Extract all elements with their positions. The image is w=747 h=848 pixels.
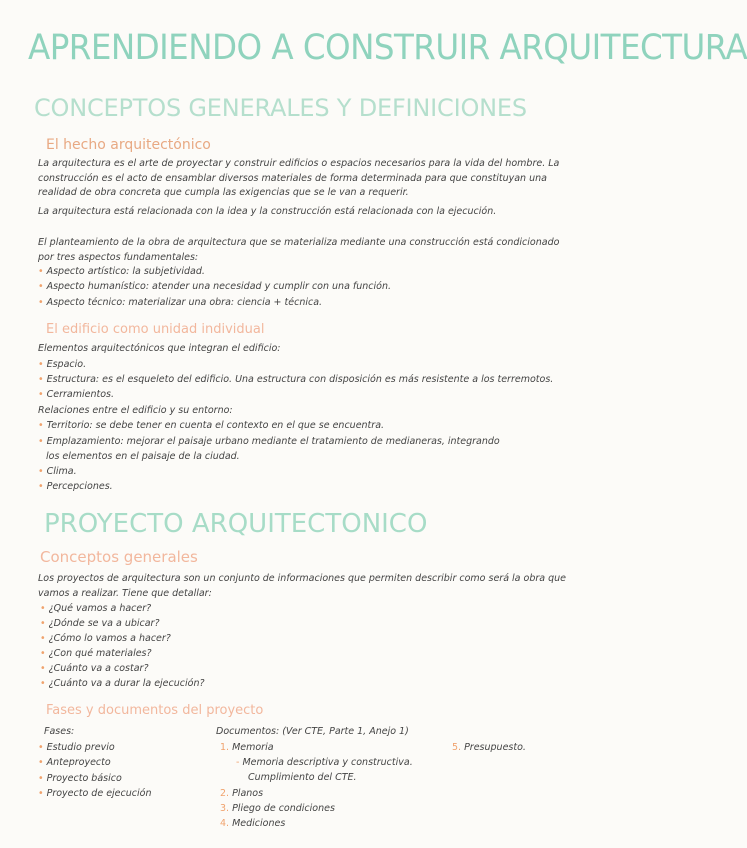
doc-item: 2. Planos <box>220 788 264 799</box>
bullet-icon: 5. <box>452 742 462 753</box>
section-heading-proyecto: PROYECTO ARQUITECTONICO <box>44 509 428 539</box>
paragraph-relacion: La arquitectura está relacionada con la idea y la construcción está relacionada con la ejecución. <box>38 206 497 217</box>
bullet-icon: • <box>38 420 44 431</box>
question-item: • ¿Cuánto va a durar la ejecución? <box>40 678 205 689</box>
bullet-icon: • <box>40 663 46 674</box>
doc-item: 3. Pliego de condiciones <box>220 803 335 814</box>
question-item: • ¿Dónde se va a ubicar? <box>40 618 160 629</box>
question-item: • ¿Cuánto va a costar? <box>40 663 149 674</box>
list-item-continuation: los elementos en el paisaje de la ciudad. <box>46 451 240 462</box>
list-item: • Territorio: se debe tener en cuenta el contexto en el que se encuentra. <box>38 420 385 431</box>
list-item: • Aspecto humanístico: atender una necesidad y cumplir con una función. <box>38 281 392 292</box>
bullet-icon: • <box>38 788 44 799</box>
doc-item: 1. Memoria <box>220 742 274 753</box>
subheading-edificio: El edificio como unidad individual <box>46 322 265 337</box>
bullet-icon: • <box>38 389 44 400</box>
list-item: • Clima. <box>38 466 77 477</box>
list-item: • Percepciones. <box>38 481 113 492</box>
bullet-icon: • <box>38 374 44 385</box>
list-item: • Emplazamiento: mejorar el paisaje urbano mediante el tratamiento de medianeras, integrando <box>38 436 500 447</box>
bullet-icon: 2. <box>220 788 230 799</box>
bullet-icon: • <box>38 297 44 308</box>
fase-item: • Proyecto básico <box>38 773 122 784</box>
paragraph-proyectos: Los proyectos de arquitectura son un conjunto de informaciones que permiten describir como será la obra que vamos a realizar. Tiene que detallar: <box>38 573 566 599</box>
bullet-icon: • <box>38 466 44 477</box>
docs-label: Documentos: (Ver CTE, Parte 1, Anejo 1) <box>216 726 409 737</box>
bullet-icon: • <box>40 678 46 689</box>
doc-item: 4. Mediciones <box>220 818 286 829</box>
bullet-icon: • <box>38 359 44 370</box>
bullet-icon: • <box>40 618 46 629</box>
subheading-conceptos: Conceptos generales <box>40 548 198 566</box>
edificio-intro: Elementos arquitectónicos que integran el edificio: <box>38 343 281 354</box>
bullet-icon: • <box>38 266 44 277</box>
question-item: • ¿Cómo lo vamos a hacer? <box>40 633 171 644</box>
question-item: • ¿Qué vamos a hacer? <box>40 603 152 614</box>
page-title: APRENDIENDO A CONSTRUIR ARQUITECTURA <box>28 28 747 68</box>
paragraph-planteamiento: El planteamiento de la obra de arquitectura que se materializa mediante una construcción está condicionado por tres aspectos fundamentales: <box>38 237 560 263</box>
fase-item: • Estudio previo <box>38 742 115 753</box>
relaciones-intro: Relaciones entre el edificio y su entorno: <box>38 405 233 416</box>
list-item: • Aspecto técnico: materializar una obra: ciencia + técnica. <box>38 297 323 308</box>
list-item: • Cerramientos. <box>38 389 114 400</box>
bullet-icon: • <box>38 742 44 753</box>
list-item: • Aspecto artístico: la subjetividad. <box>38 266 205 277</box>
bullet-icon: • <box>40 633 46 644</box>
section-heading-conceptos: CONCEPTOS GENERALES Y DEFINICIONES <box>34 94 527 122</box>
list-item: • Espacio. <box>38 359 87 370</box>
fase-item: • Proyecto de ejecución <box>38 788 152 799</box>
fases-label: Fases: <box>44 726 75 737</box>
fase-item: • Anteproyecto <box>38 757 111 768</box>
bullet-icon: 4. <box>220 818 230 829</box>
bullet-icon: • <box>38 436 44 447</box>
bullet-icon: • <box>38 281 44 292</box>
paragraph-definicion: La arquitectura es el arte de proyectar y construir edificios o espacios necesarios para la vida del hombre. La construcción es el acto de ensamblar diversos materiales de forma determinada para que constituyan una realidad de obra concreta que cumpla las exigencias que se le van a requerir. <box>38 158 560 198</box>
list-item: • Estructura: es el esqueleto del edificio. Una estructura con disposición es más resistente a los terremotos. <box>38 374 554 385</box>
bullet-icon: - <box>236 757 240 768</box>
subheading-hecho: El hecho arquitectónico <box>46 137 211 153</box>
memoria-sub-item: Cumplimiento del CTE. <box>248 772 357 783</box>
bullet-icon: • <box>40 648 46 659</box>
bullet-icon: • <box>38 757 44 768</box>
bullet-icon: • <box>38 481 44 492</box>
bullet-icon: 3. <box>220 803 230 814</box>
memoria-sub-item: - Memoria descriptiva y constructiva. <box>236 757 413 768</box>
question-item: • ¿Con qué materiales? <box>40 648 152 659</box>
bullet-icon: • <box>40 603 46 614</box>
bullet-icon: • <box>38 773 44 784</box>
doc-item-presupuesto: 5. Presupuesto. <box>452 742 526 753</box>
subheading-fases: Fases y documentos del proyecto <box>46 703 264 718</box>
bullet-icon: 1. <box>220 742 230 753</box>
